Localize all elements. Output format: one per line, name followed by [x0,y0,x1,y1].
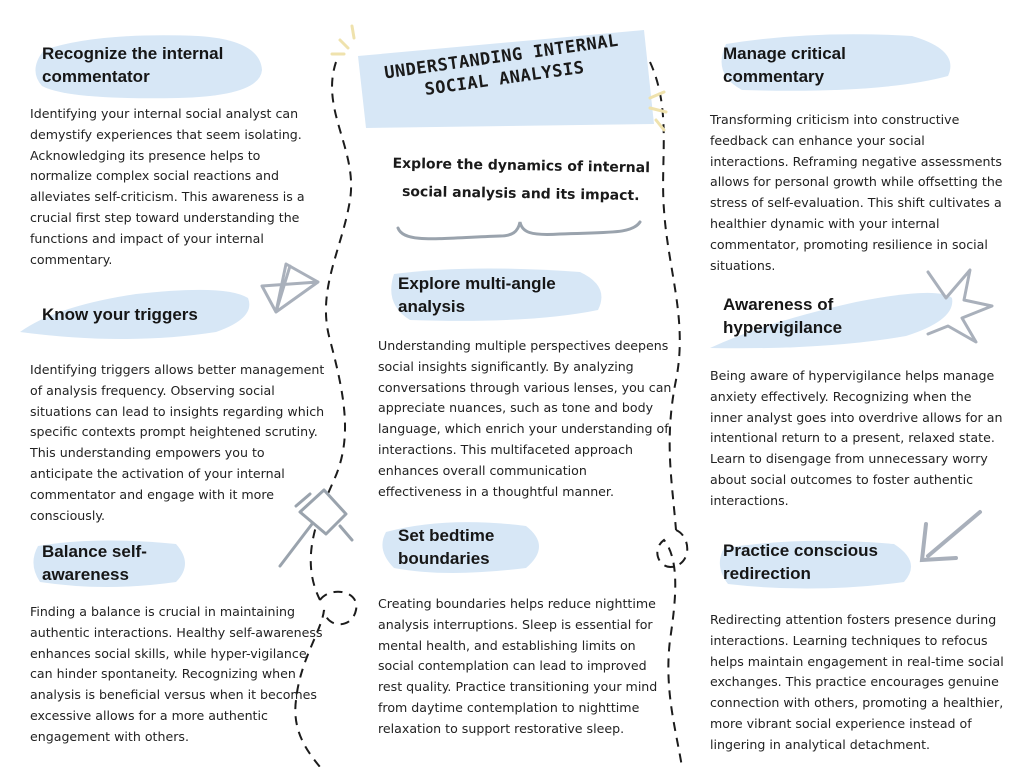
section-body-multi-angle: Understanding multiple perspectives deepens social insights significantly. By analyzing conversations through various lenses, you can appreciate nuances, such as tone and body language, which enrich your understanding of interactions. This multifaceted approach enhances overall communication effectiveness in a thoughtful manner. [378,338,672,499]
section-body-manage: Transforming criticism into constructive feedback can enhance your social interactions. Reframing negative assessments allows for personal growth while offsetting the stress of self-evaluation. This shift cultivates a healthier dynamic with your internal commentator, promoting resilience in social situations. [710,112,1003,273]
page-subtitle: Explore the dynamics of internal social analysis and its impact. [392,155,651,205]
section-body-triggers: Identifying triggers allows better management of analysis frequency. Observing social situations can lead to insights regarding which specific contexts prompt heightened scrutiny. This understanding empowers you to anticipate the activation of your internal commentator and engage with it more consciously. [30,362,325,523]
section-heading-manage: Manage critical commentary [723,44,846,86]
arrow-doodle-icon [922,512,980,560]
section-heading-hypervigilance: Awareness of hypervigilance [723,295,843,337]
section-body-redirection: Redirecting attention fosters presence during interactions. Learning techniques to refocus helps maintain engagement in real-time social exchanges. This practice encourages genuine connection with others, promoting a healthier, more vibrant social experience instead of lingering in analytical detachment. [710,612,1004,752]
section-body-hypervigilance: Being aware of hypervigilance helps manage anxiety effectively. Recognizing when the inner analyst goes into overdrive allows for an intentional return to a present, relaxed state. Learn to disengage from unnecessary worry about social outcomes to foster authentic interactions. [710,368,1003,508]
section-heading-redirection: Practice conscious redirection [723,541,878,583]
section-heading-recognize: Recognize the internal commentator [42,44,224,86]
section-heading-multi-angle: Explore multi-angle analysis [398,274,556,316]
section-heading-bedtime: Set bedtime boundaries [398,526,495,568]
brace-doodle-icon [398,222,640,239]
section-heading-triggers: Know your triggers [42,305,198,324]
page-title: UNDERSTANDING INTERNAL SOCIAL ANALYSIS [383,30,620,101]
section-body-balance: Finding a balance is crucial in maintaining authentic interactions. Healthy self-awareness enhances social skills, while hyper-vigilance can hinder spontaneity. Recognizing when analysis is beneficial versus when it becomes excessive allows for a more authentic engagement with others. [30,604,323,744]
section-body-bedtime: Creating boundaries helps reduce nighttime analysis interruptions. Sleep is essential for mental health, and establishing limits on social contemplation can lead to improved rest quality. Practice transitioning your mind from daytime contemplation to nighttime relaxation to support restorative sleep. [378,596,658,736]
section-body-recognize: Identifying your internal social analyst can demystify experiences that seem isolating. Acknowledging its presence helps to normalize complex social reactions and alleviates self-criticism. This awareness is a crucial first step toward understanding the functions and impact of your internal commentary. [30,106,305,267]
section-heading-balance: Balance self-awareness [42,542,147,584]
